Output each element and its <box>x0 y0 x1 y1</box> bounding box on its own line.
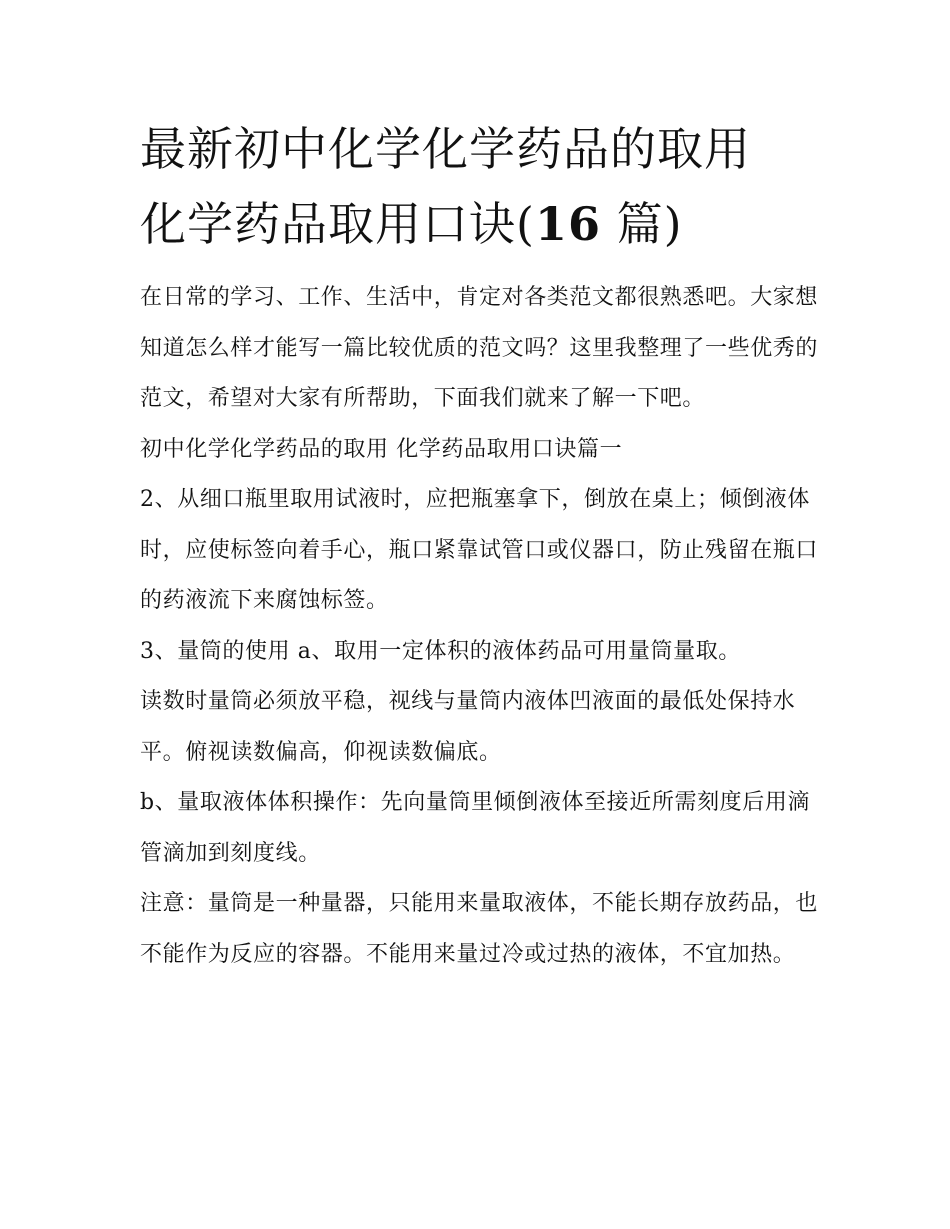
intro-paragraph: 在日常的学习、工作、生活中，肯定对各类范文都很熟悉吧。大家想知道怎么样才能写一篇比较优质的范文吗？这里我整理了一些优秀的范文，希望对大家有所帮助，下面我们就来了解一下吧。 <box>140 285 819 411</box>
paragraph-item-b: b、量取液体体积操作：先向量筒里倾倒液体至接近所需刻度后用滴管滴加到刻度线。 <box>140 790 811 866</box>
paragraph-item-2: 2、从细口瓶里取用试液时，应把瓶塞拿下，倒放在桌上；倾倒液体时，应使标签向着手心，瓶口紧靠试管口或仪器口，防止残留在瓶口的药液流下来腐蚀标签。 <box>140 487 819 613</box>
document-page <box>140 112 820 980</box>
title-line-1: 最新初中化学化学药品的取用 <box>140 122 751 176</box>
document-body <box>140 273 820 980</box>
paragraph-item-3: 3、量筒的使用 a、取用一定体积的液体药品可用量筒量取。 <box>140 638 741 664</box>
title-line-2-number: 16 <box>534 197 601 251</box>
paragraph-note: 注意：量筒是一种量器，只能用来量取液体，不能长期存放药品，也不能作为反应的容器。不能用来量过冷或过热的液体，不宜加热。 <box>140 891 819 967</box>
section-heading: 初中化学化学药品的取用 化学药品取用口诀篇一 <box>140 436 623 462</box>
paragraph-reading: 读数时量筒必须放平稳，视线与量筒内液体凹液面的最低处保持水平。俯视读数偏高，仰视读数偏底。 <box>140 689 796 765</box>
title-line-2-prefix: 化学药品取用口诀( <box>140 197 535 251</box>
document-title <box>140 112 820 262</box>
title-line-2-suffix: 篇) <box>600 197 683 251</box>
